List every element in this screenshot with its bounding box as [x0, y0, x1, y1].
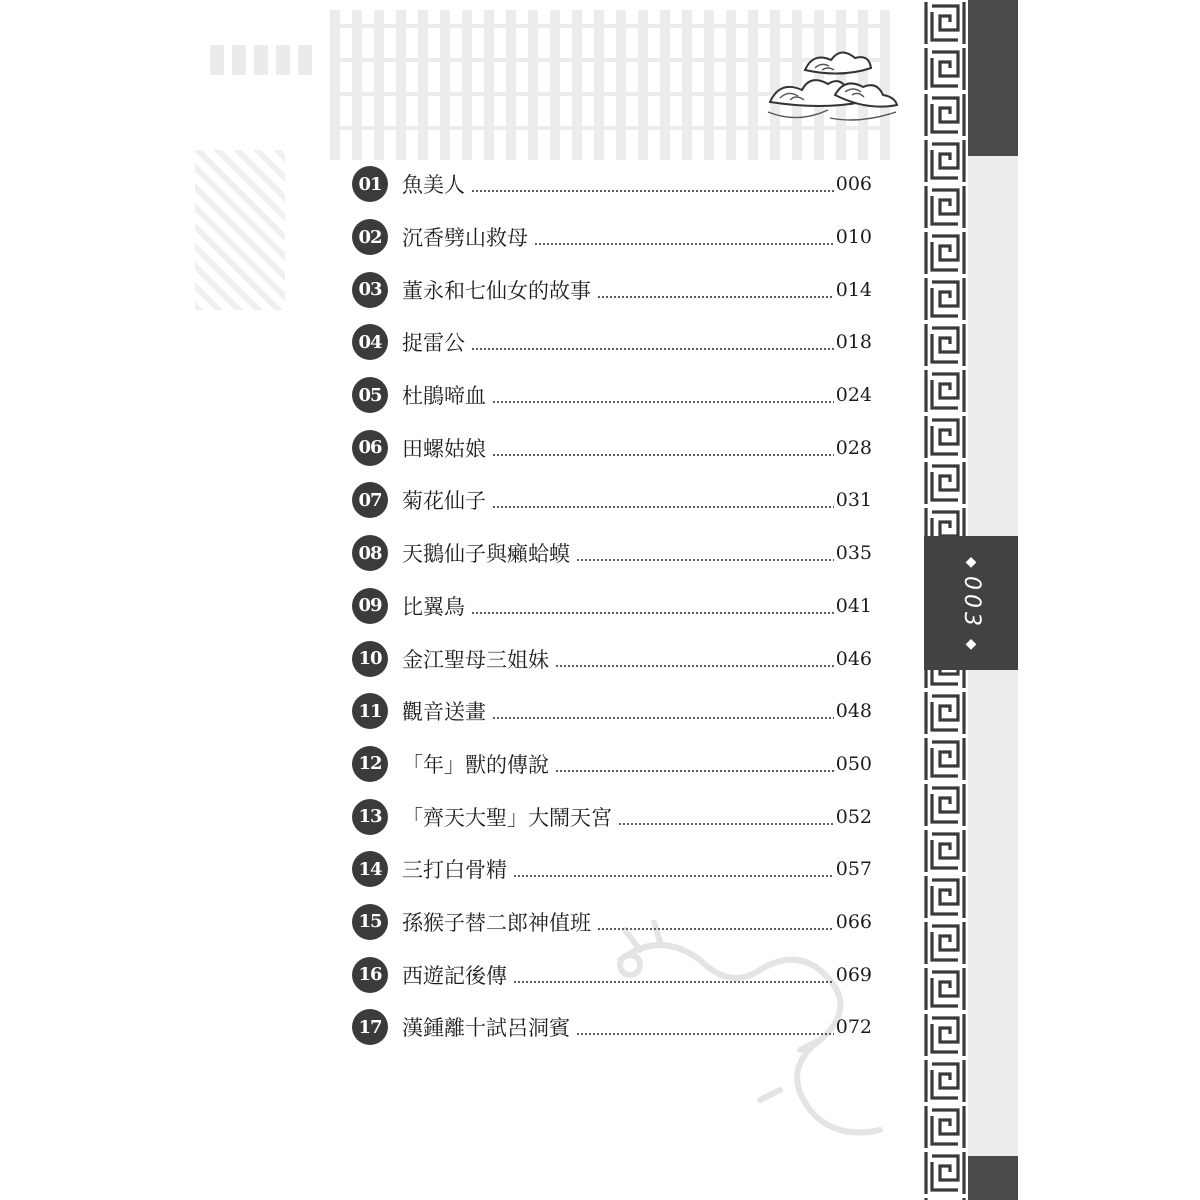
chapter-page-number: 010 [835, 226, 872, 249]
chapter-number-badge: 16 [352, 957, 388, 993]
page-number-tab [924, 536, 1018, 670]
chapter-page-number: 069 [835, 963, 872, 986]
dot-leader [597, 295, 834, 299]
chapter-number-badge: 09 [352, 588, 388, 624]
chapter-number-badge: 02 [352, 219, 388, 255]
chapter-number-badge: 03 [352, 272, 388, 308]
chapter-number-badge: 01 [352, 166, 388, 202]
dot-leader [492, 400, 834, 404]
chapter-number-badge: 06 [352, 430, 388, 466]
side-tab-dark-bottom [968, 1156, 1018, 1200]
chapter-page-number: 024 [835, 384, 872, 407]
chapter-number-badge: 05 [352, 377, 388, 413]
toc-entry[interactable] [352, 211, 872, 264]
dot-leader [492, 716, 834, 720]
toc-entry[interactable] [352, 1001, 872, 1054]
chapter-number-badge: 11 [352, 693, 388, 729]
chapter-title: 沉香劈山救母 [402, 226, 528, 251]
dot-leader [492, 505, 834, 509]
toc-entry[interactable] [352, 790, 872, 843]
side-tab-light-upper [968, 156, 1018, 536]
dot-leader [555, 664, 834, 668]
dot-leader [597, 927, 834, 931]
chapter-title: 漢鍾離十試呂洞賓 [402, 1016, 570, 1041]
dot-leader [471, 611, 834, 615]
toc-entry[interactable] [352, 580, 872, 633]
chapter-title: 比翼鳥 [402, 594, 465, 619]
chapter-number-badge: 07 [352, 482, 388, 518]
diamond-icon: ◆ [965, 554, 977, 570]
chapter-number-badge: 10 [352, 641, 388, 677]
chapter-title: 金江聖母三姐妹 [402, 647, 549, 672]
toc-entry[interactable] [352, 421, 872, 474]
chapter-page-number: 052 [835, 805, 872, 828]
side-tab-light-lower [968, 670, 1018, 1156]
toc-entry[interactable] [352, 896, 872, 949]
dot-leader [618, 822, 834, 826]
toc-entry[interactable] [352, 474, 872, 527]
chapter-title: 田螺姑娘 [402, 436, 486, 461]
toc-entry[interactable] [352, 316, 872, 369]
diamond-icon: ◆ [965, 636, 977, 652]
chapter-title: 孫猴子替二郎神值班 [402, 910, 591, 935]
chapter-title: 西遊記後傳 [402, 963, 507, 988]
side-tab-dark-top [968, 0, 1018, 156]
toc-entry[interactable] [352, 369, 872, 422]
dot-leader [492, 453, 834, 457]
chapter-title: 捉雷公 [402, 331, 465, 356]
chapter-title: 「齊天大聖」大鬧天宮 [402, 805, 612, 830]
chapter-page-number: 046 [835, 647, 872, 670]
toc-entry[interactable] [352, 158, 872, 211]
chapter-title: 觀音送畫 [402, 700, 486, 725]
chapter-title: 菊花仙子 [402, 489, 486, 514]
chapter-title: 杜鵑啼血 [402, 384, 486, 409]
chapter-page-number: 014 [835, 278, 872, 301]
chapter-page-number: 048 [835, 700, 872, 723]
chapter-title: 三打白骨精 [402, 858, 507, 883]
toc-entry[interactable] [352, 527, 872, 580]
chapter-page-number: 050 [835, 752, 872, 775]
dot-leader [534, 242, 834, 246]
toc-entry[interactable] [352, 685, 872, 738]
chapter-page-number: 006 [835, 173, 872, 196]
chapter-page-number: 066 [835, 910, 872, 933]
dot-leader [576, 558, 834, 562]
chapter-title: 天鵝仙子與癩蛤蟆 [402, 542, 570, 567]
chapter-number-badge: 14 [352, 851, 388, 887]
chapter-number-badge: 12 [352, 746, 388, 782]
chapter-page-number: 028 [835, 436, 872, 459]
chapter-number-badge: 04 [352, 324, 388, 360]
chapter-page-number: 035 [835, 542, 872, 565]
dot-leader [513, 980, 834, 984]
dot-leader [555, 769, 834, 773]
dot-leader [471, 347, 834, 351]
chapter-title: 董永和七仙女的故事 [402, 278, 591, 303]
chapter-number-badge: 08 [352, 535, 388, 571]
toc-entry[interactable] [352, 632, 872, 685]
chapter-page-number: 057 [835, 858, 872, 881]
table-of-contents [352, 158, 872, 1054]
chapter-number-badge: 17 [352, 1009, 388, 1045]
chapter-number-badge: 15 [352, 904, 388, 940]
toc-entry[interactable] [352, 263, 872, 316]
chapter-page-number: 031 [835, 489, 872, 512]
page-number: 003 [959, 576, 984, 630]
dot-leader [576, 1032, 834, 1036]
faint-header-text [210, 45, 320, 75]
chapter-title: 「年」獸的傳說 [402, 752, 549, 777]
toc-entry[interactable] [352, 843, 872, 896]
faint-background-glyph [195, 150, 285, 310]
chapter-title: 魚美人 [402, 173, 465, 198]
chapter-page-number: 018 [835, 331, 872, 354]
dot-leader [471, 189, 834, 193]
dot-leader [513, 874, 834, 878]
chapter-page-number: 072 [835, 1016, 872, 1039]
cloud-ornament-icon [760, 40, 905, 130]
toc-entry[interactable] [352, 948, 872, 1001]
chapter-page-number: 041 [835, 594, 872, 617]
toc-entry[interactable] [352, 738, 872, 791]
chapter-number-badge: 13 [352, 799, 388, 835]
